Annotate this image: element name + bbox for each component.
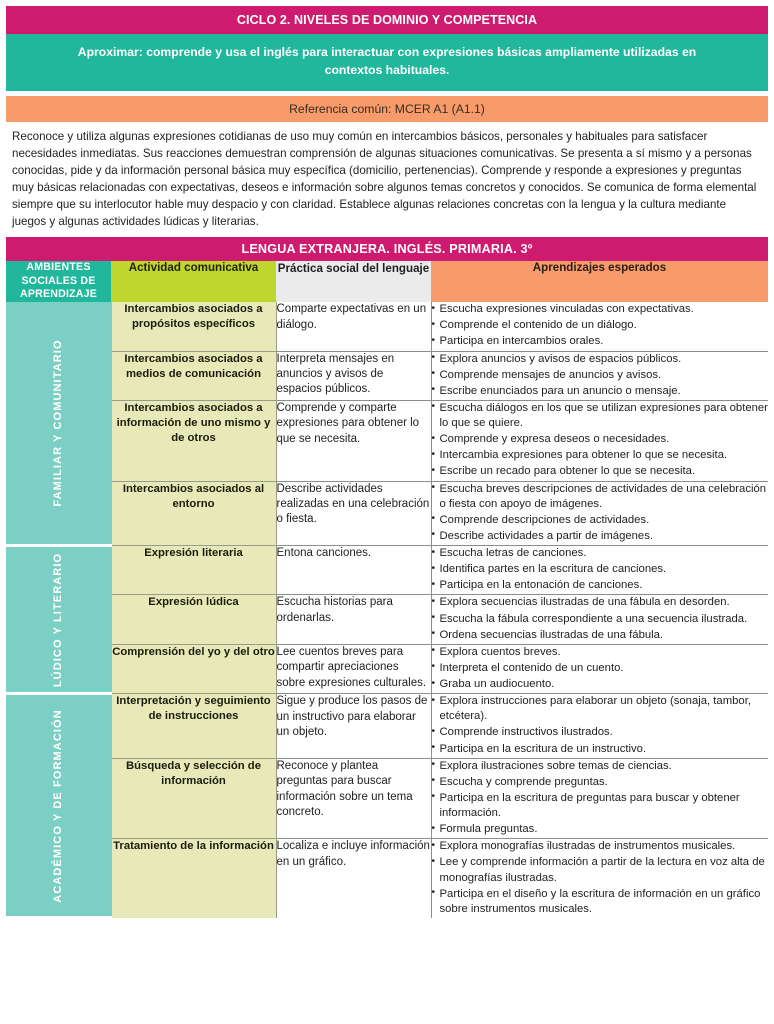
- learnings-list: [432, 546, 769, 593]
- cycle-title-lead: CICLO 2.: [236, 13, 291, 27]
- activity-cell: Intercambios asociados a medios de comunicación: [111, 351, 276, 400]
- learnings-cell: [431, 839, 768, 918]
- learning-item: • Graba un audiocuento.: [432, 677, 769, 692]
- activity-cell: Comprensión del yo y del otro: [111, 644, 276, 693]
- cycle-title-banner: [6, 6, 768, 34]
- practice-cell: Describe actividades realizadas en una celebración o fiesta.: [276, 481, 431, 546]
- learnings-cell: [431, 400, 768, 481]
- learning-item: • Participa en la escritura de un instructivo.: [432, 742, 769, 757]
- learnings-list: [432, 352, 769, 399]
- environment-label: LÚDICO Y LITERARIO: [52, 552, 65, 687]
- practice-cell: Escucha historias para ordenarlas.: [276, 595, 431, 644]
- column-header-learnings: Aprendizajes esperados: [431, 261, 768, 302]
- table-row: [6, 595, 768, 644]
- table-row: [6, 694, 768, 759]
- environment-label: ACADÉMICO Y DE FORMACIÓN: [52, 709, 65, 903]
- learnings-list: [432, 482, 769, 545]
- learning-item: • Escucha la fábula correspondiente a una secuencia ilustrada.: [432, 612, 769, 627]
- learning-item: • Escucha expresiones vinculadas con expectativas.: [432, 302, 769, 317]
- table-row: [6, 546, 768, 595]
- learning-item: • Comprende y expresa deseos o necesidades.: [432, 432, 769, 447]
- learning-item: • Explora cuentos breves.: [432, 645, 769, 660]
- table-row: [6, 481, 768, 546]
- learnings-list: [432, 401, 769, 480]
- learnings-list: [432, 759, 769, 838]
- activity-cell: Expresión lúdica: [111, 595, 276, 644]
- learning-item: • Comprende descripciones de actividades.: [432, 513, 769, 528]
- learning-item: • Participa en la escritura de preguntas para buscar y obtener información.: [432, 791, 769, 821]
- learning-item: • Interpreta el contenido de un cuento.: [432, 661, 769, 676]
- activity-cell: Expresión literaria: [111, 546, 276, 595]
- table-header-row: [6, 261, 768, 302]
- activity-cell: Búsqueda y selección de información: [111, 758, 276, 839]
- environment-cell: [6, 694, 111, 918]
- curriculum-table: [6, 261, 768, 920]
- activity-cell: Tratamiento de la información: [111, 839, 276, 918]
- learning-item: • Identifica partes en la escritura de canciones.: [432, 562, 769, 577]
- learnings-cell: [431, 758, 768, 839]
- activity-cell: Intercambios asociados a información de uno mismo y de otros: [111, 400, 276, 481]
- curriculum-table-wrapper: [6, 261, 768, 920]
- learning-item: • Comprende mensajes de anuncios y avisos.: [432, 368, 769, 383]
- learning-item: • Explora monografías ilustradas de instrumentos musicales.: [432, 839, 769, 854]
- learning-item: • Lee y comprende información a partir de la lectura en voz alta de monografías ilustradas.: [432, 855, 769, 885]
- learning-item: • Explora secuencias ilustradas de una fábula en desorden.: [432, 595, 769, 610]
- learnings-cell: [431, 694, 768, 759]
- learnings-list: [432, 645, 769, 692]
- learning-item: • Explora anuncios y avisos de espacios públicos.: [432, 352, 769, 367]
- approach-banner: Aproximar: comprende y usa el inglés para interactuar con expresiones básicas ampliamente utilizadas en contextos habituales.: [6, 34, 768, 90]
- learning-item: • Participa en el diseño y la escritura de información en un gráfico sobre instrumentos musicales.: [432, 887, 769, 917]
- learning-item: • Ordena secuencias ilustradas de una fábula.: [432, 628, 769, 643]
- learning-item: • Escucha letras de canciones.: [432, 546, 769, 561]
- activity-cell: Intercambios asociados al entorno: [111, 481, 276, 546]
- learning-item: • Escribe enunciados para un anuncio o mensaje.: [432, 384, 769, 399]
- learning-item: • Intercambia expresiones para obtener lo que se necesita.: [432, 448, 769, 463]
- learnings-list: [432, 839, 769, 917]
- learnings-cell: [431, 546, 768, 595]
- table-row: [6, 758, 768, 839]
- learning-item: • Escucha breves descripciones de actividades de una celebración o fiesta con apoyo de imágenes.: [432, 482, 769, 512]
- table-row: [6, 644, 768, 693]
- subject-banner: LENGUA EXTRANJERA. INGLÉS. PRIMARIA. 3º: [6, 237, 768, 261]
- learning-item: • Comprende instructivos ilustrados.: [432, 725, 769, 740]
- table-row: [6, 839, 768, 918]
- practice-cell: Lee cuentos breves para compartir apreciaciones sobre expresiones culturales.: [276, 644, 431, 693]
- learnings-cell: [431, 595, 768, 644]
- practice-cell: Comparte expectativas en un diálogo.: [276, 302, 431, 351]
- learnings-cell: [431, 302, 768, 351]
- table-row: [6, 400, 768, 481]
- cycle-title-rest: NIVELES DE DOMINIO Y COMPETENCIA: [290, 13, 538, 27]
- learnings-cell: [431, 351, 768, 400]
- learnings-cell: [431, 481, 768, 546]
- practice-cell: Comprende y comparte expresiones para obtener lo que se necesita.: [276, 400, 431, 481]
- learning-item: • Explora instrucciones para elaborar un objeto (sonaja, tambor, etcétera).: [432, 694, 769, 724]
- activity-cell: Interpretación y seguimiento de instrucciones: [111, 694, 276, 759]
- learning-item: • Escribe un recado para obtener lo que se necesita.: [432, 464, 769, 479]
- practice-cell: Interpreta mensajes en anuncios y avisos de espacios públicos.: [276, 351, 431, 400]
- learning-item: • Participa en la entonación de canciones.: [432, 578, 769, 593]
- learning-item: • Escucha diálogos en los que se utilizan expresiones para obtener lo que se quiere.: [432, 401, 769, 431]
- learnings-list: [432, 694, 769, 757]
- learnings-list: [432, 595, 769, 642]
- table-row: [6, 351, 768, 400]
- learning-item: • Describe actividades a partir de imágenes.: [432, 529, 769, 544]
- learning-item: • Escucha y comprende preguntas.: [432, 775, 769, 790]
- environment-cell: [6, 302, 111, 545]
- practice-cell: Entona canciones.: [276, 546, 431, 595]
- practice-cell: Reconoce y plantea preguntas para buscar información sobre un tema concreto.: [276, 758, 431, 839]
- practice-cell: Localiza e incluye información en un gráfico.: [276, 839, 431, 918]
- learning-item: • Comprende el contenido de un diálogo.: [432, 318, 769, 333]
- column-header-practice: Práctica social del lenguaje: [276, 261, 431, 302]
- learnings-list: [432, 302, 769, 349]
- reference-banner: Referencia común: MCER A1 (A1.1): [6, 96, 768, 122]
- environment-cell: [6, 546, 111, 694]
- activity-cell: Intercambios asociados a propósitos específicos: [111, 302, 276, 351]
- learning-item: • Formula preguntas.: [432, 822, 769, 837]
- column-header-activity: Actividad comunicativa: [111, 261, 276, 302]
- learning-item: • Explora ilustraciones sobre temas de ciencias.: [432, 759, 769, 774]
- environment-label: FAMILIAR Y COMUNITARIO: [52, 339, 65, 507]
- practice-cell: Sigue y produce los pasos de un instructivo para elaborar un objeto.: [276, 694, 431, 759]
- level-description: Reconoce y utiliza algunas expresiones cotidianas de uso muy común en intercambios básicos, personales y habituales para satisfacer necesidades inmediatas. Sus reacciones demuestran comprensión de algunas situaciones comunicativas. Se presenta a sí mismo y a personas conocidas, pide y da información personal básica muy específica (domicilio, pertenencias). Comprende y responde a expresiones y preguntas muy básicas relacionadas con expectativas, deseos e información sobre algunos temas concretos y conocidos. Se comunica de forma elemental siempre que su interlocutor hable muy despacio y con claridad. Establece algunas relaciones concretas con la lengua y la cultura mediante juegos y algunas actividades lúdicas y literarias.: [6, 122, 768, 237]
- learnings-cell: [431, 644, 768, 693]
- column-header-environments: AMBIENTES SOCIALES DE APRENDIZAJE: [6, 261, 111, 302]
- table-row: [6, 302, 768, 351]
- learning-item: • Participa en intercambios orales.: [432, 334, 769, 349]
- curriculum-table-body: [6, 302, 768, 918]
